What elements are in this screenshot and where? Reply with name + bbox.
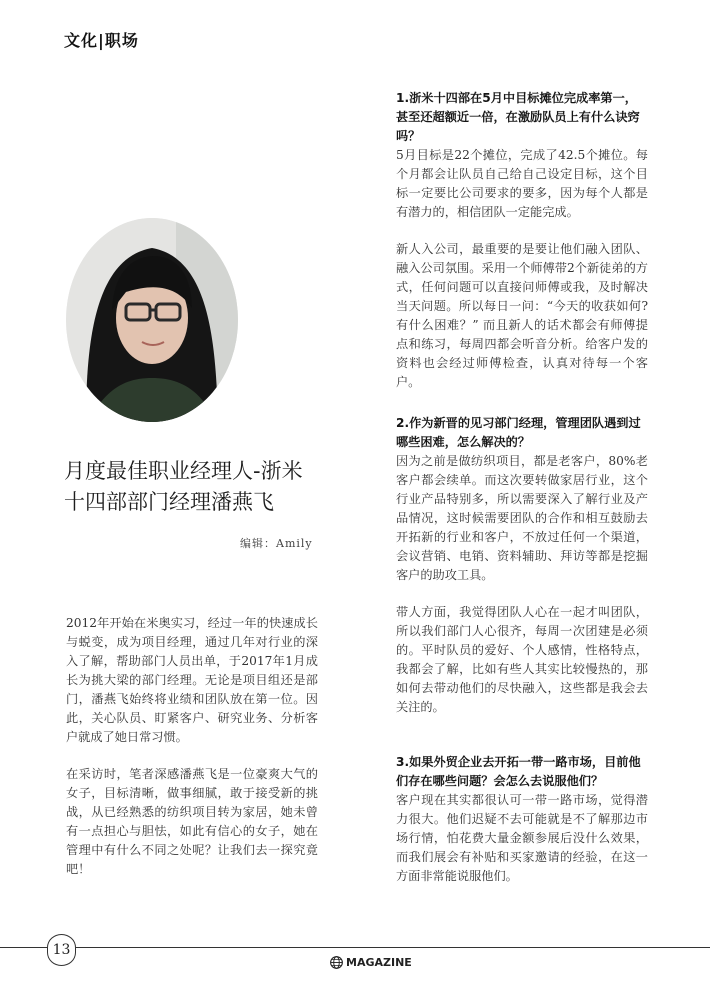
- magazine-label: MAGAZINE: [346, 956, 412, 969]
- globe-logo-icon: [330, 956, 343, 969]
- answer-2-paragraph-1: 因为之前是做纺织项目，都是老客户，80%老客户都会续单。而这次要转做家居行业，这个行业产品特别多，所以需要深入了解行业及产品情况，这时候需要团队的合作和相互鼓励去开拓新的行业和客户，不放过任何一个渠道，会议营销、电销、资料辅助、拜访等都是挖掘客户的助攻工具。: [396, 454, 648, 582]
- portrait-photo: [66, 218, 238, 422]
- intro-paragraph-1: 2012年开始在米奥实习，经过一年的快速成长与蜕变，成为项目经理，通过几年对行业的深入了解，帮助部门人员出单，于2017年1月成长为挑大梁的部门经理。无论是项目组还是部门，潘燕飞始终将业绩和团队放在第一位。因此，关心队员、盯紧客户、研究业务、分析客户就成了她日常习惯。: [66, 616, 318, 744]
- question-1: 1.浙米十四部在5月中目标摊位完成率第一，甚至还超额近一倍，在激励队员上有什么诀窍吗？: [396, 91, 640, 143]
- intro-paragraph-2: 在采访时，笔者深感潘燕飞是一位豪爽大气的女子，目标清晰，做事细腻，敢于接受新的挑战，从已经熟悉的纺织项目转为家居，她未曾有一点担心与胆怯，如此有信心的女子，她在管理中有什么不同之处呢？让我们去一探究竟吧！: [66, 767, 318, 876]
- headline-line-1: 月度最佳职业经理人-浙米: [64, 459, 303, 483]
- answer-3-paragraph-1: 客户现在其实都很认可一带一路市场，觉得潜力很大。他们迟疑不去可能就是不了解那边市场行情，怕花费大量金额参展后没什么效果，而我们展会有补贴和买家邀请的经验，在这一方面非常能说服他们。: [396, 793, 648, 883]
- question-2: 2.作为新晋的见习部门经理，管理团队遇到过哪些困难，怎么解决的？: [396, 416, 641, 449]
- headline: [64, 456, 334, 518]
- headline-line-2: 十四部部门经理潘燕飞: [64, 490, 274, 514]
- qa-column: [396, 89, 648, 904]
- intro-body: [66, 614, 318, 897]
- answer-1-paragraph-2: 新人入公司，最重要的是要让他们融入团队、融入公司氛围。采用一个师傅带2个新徒弟的方式，任何问题可以直接问师傅或我，及时解决当天问题。所以每日一问：“今天的收获如何?有什么困难？” 而且新人的话术都会有师傅提点和练习，每周四都会听音分析。给客户发的资料也会经过师傅检查，认真对待每一个客户。: [396, 242, 648, 389]
- magazine-brand: [330, 956, 412, 969]
- answer-2-paragraph-2: 带人方面，我觉得团队人心在一起才叫团队，所以我们部门人心很齐，每周一次团建是必须的。平时队员的爱好、个人感情，性格特点，我都会了解，比如有些人其实比较慢热的，那如何去带动他们的尽快融入，这些都是我会去关注的。: [396, 605, 648, 714]
- footer-divider: [0, 947, 710, 948]
- question-3: 3.如果外贸企业去开拓一带一路市场，目前他们存在哪些问题？会怎么去说服他们？: [396, 755, 641, 788]
- section-label: 文化|职场: [64, 31, 139, 50]
- answer-1-paragraph-1: 5月目标是22个摊位，完成了42.5个摊位。每个月都会让队员自己给自己设定目标，这个目标一定要比公司要求的要多，因为每个人都是有潜力的，相信团队一定能完成。: [396, 148, 648, 219]
- page-number: 13: [47, 934, 76, 966]
- editor-credit: 编辑：Amily: [240, 537, 313, 550]
